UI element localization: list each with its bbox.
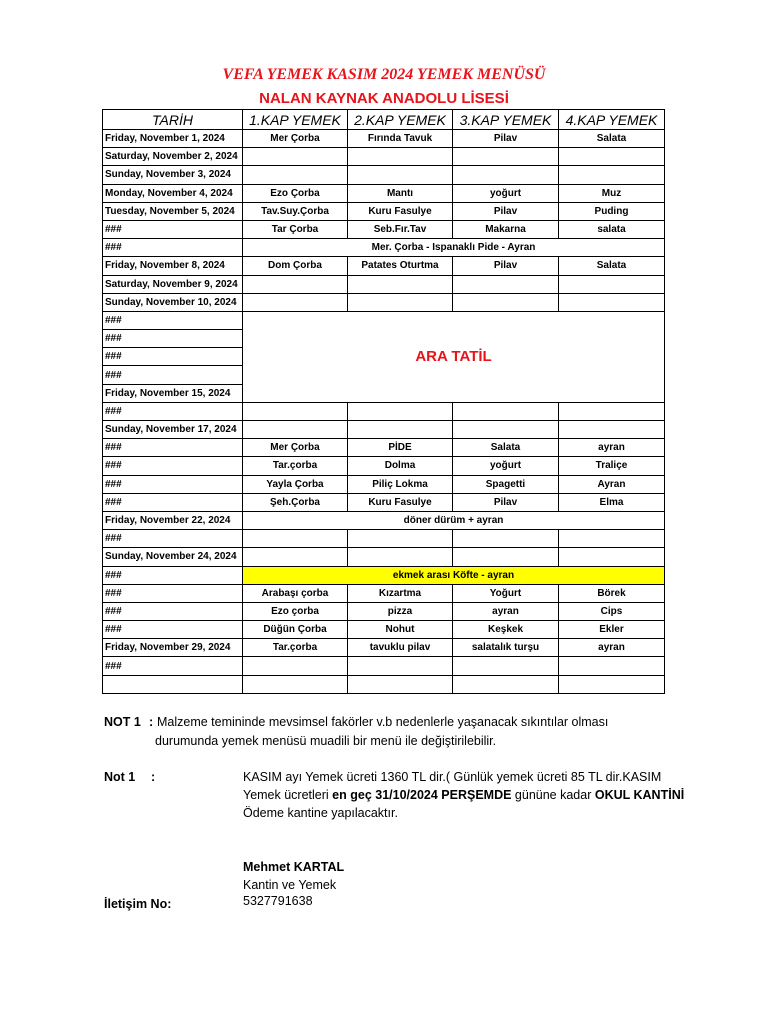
dish-1: Yayla Çorba bbox=[243, 475, 348, 493]
dish-1: Ezo Çorba bbox=[243, 184, 348, 202]
row-date: Sunday, November 17, 2024 bbox=[103, 421, 243, 439]
dish-2: pizza bbox=[348, 602, 453, 620]
dish-4: salata bbox=[559, 220, 665, 238]
dish-2: Seb.Fır.Tav bbox=[348, 220, 453, 238]
table-header-row bbox=[103, 110, 665, 130]
menu-table bbox=[102, 109, 665, 694]
dish-3 bbox=[453, 275, 559, 293]
dish-3: Pilav bbox=[453, 130, 559, 148]
dish-3: Spagetti bbox=[453, 475, 559, 493]
dish-1 bbox=[243, 402, 348, 420]
note-2-deadline: en geç 31/10/2024 PERŞEMDE bbox=[332, 788, 512, 802]
dish-2 bbox=[348, 421, 453, 439]
dish-1: Tar.çorba bbox=[243, 639, 348, 657]
table-row bbox=[103, 584, 665, 602]
contact-label: İletişim No: bbox=[104, 897, 172, 911]
menu-body bbox=[103, 130, 665, 694]
header-dish-4: 4.KAP YEMEK bbox=[559, 110, 665, 130]
row-date: Friday, November 1, 2024 bbox=[103, 130, 243, 148]
row-date: ### bbox=[103, 402, 243, 420]
dish-4 bbox=[559, 530, 665, 548]
row-date: ### bbox=[103, 566, 243, 584]
dish-4: Ayran bbox=[559, 475, 665, 493]
dish-2 bbox=[348, 675, 453, 693]
table-row bbox=[103, 421, 665, 439]
dish-1 bbox=[243, 148, 348, 166]
table-row bbox=[103, 275, 665, 293]
dish-1: Tar Çorba bbox=[243, 220, 348, 238]
table-row bbox=[103, 402, 665, 420]
dish-4: Cips bbox=[559, 602, 665, 620]
dish-4: Börek bbox=[559, 584, 665, 602]
note-2-colon: : bbox=[151, 770, 156, 784]
dish-1: Dom Çorba bbox=[243, 257, 348, 275]
note-1 bbox=[104, 713, 141, 732]
header-dish-1: 1.KAP YEMEK bbox=[243, 110, 348, 130]
dish-1 bbox=[243, 548, 348, 566]
row-date: ### bbox=[103, 602, 243, 620]
dish-2: Patates Oturtma bbox=[348, 257, 453, 275]
dish-3 bbox=[453, 548, 559, 566]
table-row bbox=[103, 511, 665, 529]
dish-4 bbox=[559, 402, 665, 420]
table-row bbox=[103, 457, 665, 475]
dish-1: Şeh.Çorba bbox=[243, 493, 348, 511]
dish-4: Elma bbox=[559, 493, 665, 511]
table-row bbox=[103, 675, 665, 693]
table-row bbox=[103, 602, 665, 620]
dish-4 bbox=[559, 293, 665, 311]
dish-4 bbox=[559, 421, 665, 439]
dish-3 bbox=[453, 657, 559, 675]
dish-2: Kuru Fasulye bbox=[348, 493, 453, 511]
dish-2 bbox=[348, 402, 453, 420]
table-row bbox=[103, 621, 665, 639]
dish-4 bbox=[559, 148, 665, 166]
note-1-line-2: durumunda yemek menüsü muadili bir menü ile değiştirilebilir. bbox=[155, 734, 497, 748]
dish-3: yoğurt bbox=[453, 184, 559, 202]
dish-2 bbox=[348, 530, 453, 548]
dish-3: yoğurt bbox=[453, 457, 559, 475]
header-dish-3: 3.KAP YEMEK bbox=[453, 110, 559, 130]
row-date: Sunday, November 3, 2024 bbox=[103, 166, 243, 184]
signature-role: Kantin ve Yemek bbox=[243, 878, 337, 892]
row-date: ### bbox=[103, 366, 243, 384]
row-date: ### bbox=[103, 530, 243, 548]
dish-1 bbox=[243, 675, 348, 693]
dish-2: Fırında Tavuk bbox=[348, 130, 453, 148]
dish-3 bbox=[453, 530, 559, 548]
table-row bbox=[103, 530, 665, 548]
row-date: ### bbox=[103, 657, 243, 675]
dish-2 bbox=[348, 166, 453, 184]
dish-2: Piliç Lokma bbox=[348, 475, 453, 493]
dish-2: Dolma bbox=[348, 457, 453, 475]
row-date: ### bbox=[103, 475, 243, 493]
row-date: ### bbox=[103, 584, 243, 602]
dish-2: Kuru Fasulye bbox=[348, 202, 453, 220]
highlighted-merged-menu: ekmek arası Köfte - ayran bbox=[243, 566, 665, 584]
dish-3 bbox=[453, 675, 559, 693]
table-row bbox=[103, 239, 665, 257]
dish-2 bbox=[348, 275, 453, 293]
dish-1: Mer Çorba bbox=[243, 439, 348, 457]
dish-4 bbox=[559, 548, 665, 566]
dish-3 bbox=[453, 402, 559, 420]
dish-1: Düğün Çorba bbox=[243, 621, 348, 639]
dish-4: ayran bbox=[559, 639, 665, 657]
note-2-line-2-c: gününe kadar bbox=[511, 788, 595, 802]
row-date: Sunday, November 24, 2024 bbox=[103, 548, 243, 566]
row-date bbox=[103, 675, 243, 693]
row-date: Saturday, November 2, 2024 bbox=[103, 148, 243, 166]
table-row bbox=[103, 657, 665, 675]
row-date: ### bbox=[103, 239, 243, 257]
table-row bbox=[103, 220, 665, 238]
dish-1 bbox=[243, 657, 348, 675]
note-2-label: Not 1 bbox=[104, 770, 136, 784]
dish-2 bbox=[348, 148, 453, 166]
row-date: ### bbox=[103, 621, 243, 639]
dish-4 bbox=[559, 275, 665, 293]
table-row bbox=[103, 311, 665, 329]
dish-1 bbox=[243, 275, 348, 293]
note-2-line-2 bbox=[243, 786, 685, 805]
table-row bbox=[103, 166, 665, 184]
row-date: ### bbox=[103, 493, 243, 511]
dish-4: Puding bbox=[559, 202, 665, 220]
dish-3: Yoğurt bbox=[453, 584, 559, 602]
dish-1 bbox=[243, 530, 348, 548]
dish-3 bbox=[453, 148, 559, 166]
row-date: Saturday, November 9, 2024 bbox=[103, 275, 243, 293]
row-date: ### bbox=[103, 348, 243, 366]
dish-4: Salata bbox=[559, 130, 665, 148]
signature-name: Mehmet KARTAL bbox=[243, 860, 345, 874]
dish-1 bbox=[243, 166, 348, 184]
table-row bbox=[103, 257, 665, 275]
note-2-place: OKUL KANTİNİ bbox=[594, 788, 685, 802]
table-row bbox=[103, 493, 665, 511]
merged-menu: Mer. Çorba - Ispanaklı Pide - Ayran bbox=[243, 239, 665, 257]
dish-2: Mantı bbox=[348, 184, 453, 202]
dish-4: ayran bbox=[559, 439, 665, 457]
dish-4 bbox=[559, 166, 665, 184]
note-2-line-2-a: Yemek ücretleri bbox=[243, 788, 333, 802]
table-row bbox=[103, 130, 665, 148]
dish-2 bbox=[348, 293, 453, 311]
row-date: Friday, November 22, 2024 bbox=[103, 511, 243, 529]
dish-4 bbox=[559, 675, 665, 693]
dish-2 bbox=[348, 548, 453, 566]
note-2-line-1: KASIM ayı Yemek ücreti 1360 TL dir.( Günlük yemek ücreti 85 TL dir.KASIM bbox=[243, 770, 662, 784]
dish-3: Pilav bbox=[453, 257, 559, 275]
table-row bbox=[103, 293, 665, 311]
row-date: Tuesday, November 5, 2024 bbox=[103, 202, 243, 220]
dish-1: Tav.Suy.Çorba bbox=[243, 202, 348, 220]
note-2-line-3: Ödeme kantine yapılacaktır. bbox=[243, 806, 398, 820]
dish-2: tavuklu pilav bbox=[348, 639, 453, 657]
dish-3: Makarna bbox=[453, 220, 559, 238]
table-row bbox=[103, 639, 665, 657]
dish-3: Pilav bbox=[453, 202, 559, 220]
table-row bbox=[103, 548, 665, 566]
dish-1: Tar.çorba bbox=[243, 457, 348, 475]
dish-4: Ekler bbox=[559, 621, 665, 639]
dish-3: Pilav bbox=[453, 493, 559, 511]
dish-1: Ezo çorba bbox=[243, 602, 348, 620]
row-date: Sunday, November 10, 2024 bbox=[103, 293, 243, 311]
dish-3: ayran bbox=[453, 602, 559, 620]
dish-3 bbox=[453, 166, 559, 184]
table-row bbox=[103, 566, 665, 584]
row-date: ### bbox=[103, 311, 243, 329]
signature-phone: 5327791638 bbox=[243, 894, 313, 908]
table-row bbox=[103, 202, 665, 220]
dish-4: Muz bbox=[559, 184, 665, 202]
holiday-block: ARA TATİL bbox=[243, 311, 665, 402]
note-1-colon bbox=[149, 713, 153, 732]
note-1-colon-text: : bbox=[149, 715, 154, 729]
dish-4: Salata bbox=[559, 257, 665, 275]
dish-2: Kızartma bbox=[348, 584, 453, 602]
row-date: ### bbox=[103, 220, 243, 238]
table-row bbox=[103, 475, 665, 493]
merged-menu: döner dürüm + ayran bbox=[243, 511, 665, 529]
dish-2: Nohut bbox=[348, 621, 453, 639]
row-date: ### bbox=[103, 330, 243, 348]
header-dish-2: 2.KAP YEMEK bbox=[348, 110, 453, 130]
table-row bbox=[103, 148, 665, 166]
note-1-line-1: Malzeme temininde mevsimsel fakörler v.b nedenlerle yaşanacak sıkıntılar olması bbox=[157, 715, 609, 729]
dish-1 bbox=[243, 293, 348, 311]
row-date: Monday, November 4, 2024 bbox=[103, 184, 243, 202]
dish-3: Salata bbox=[453, 439, 559, 457]
note-1-label: NOT 1 bbox=[104, 715, 141, 729]
dish-2 bbox=[348, 657, 453, 675]
header-date: TARİH bbox=[103, 110, 243, 130]
row-date: Friday, November 15, 2024 bbox=[103, 384, 243, 402]
dish-1: Arabaşı çorba bbox=[243, 584, 348, 602]
school-name: NALAN KAYNAK ANADOLU LİSESİ bbox=[259, 90, 509, 107]
row-date: ### bbox=[103, 439, 243, 457]
dish-4 bbox=[559, 657, 665, 675]
row-date: Friday, November 29, 2024 bbox=[103, 639, 243, 657]
dish-3: Keşkek bbox=[453, 621, 559, 639]
table-row bbox=[103, 439, 665, 457]
menu-title: VEFA YEMEK KASIM 2024 YEMEK MENÜSÜ bbox=[222, 66, 546, 83]
dish-1: Mer Çorba bbox=[243, 130, 348, 148]
row-date: ### bbox=[103, 457, 243, 475]
dish-3 bbox=[453, 293, 559, 311]
dish-3: salatalık turşu bbox=[453, 639, 559, 657]
row-date: Friday, November 8, 2024 bbox=[103, 257, 243, 275]
table-row bbox=[103, 184, 665, 202]
dish-1 bbox=[243, 421, 348, 439]
dish-3 bbox=[453, 421, 559, 439]
dish-4: Traliçe bbox=[559, 457, 665, 475]
dish-2: PİDE bbox=[348, 439, 453, 457]
